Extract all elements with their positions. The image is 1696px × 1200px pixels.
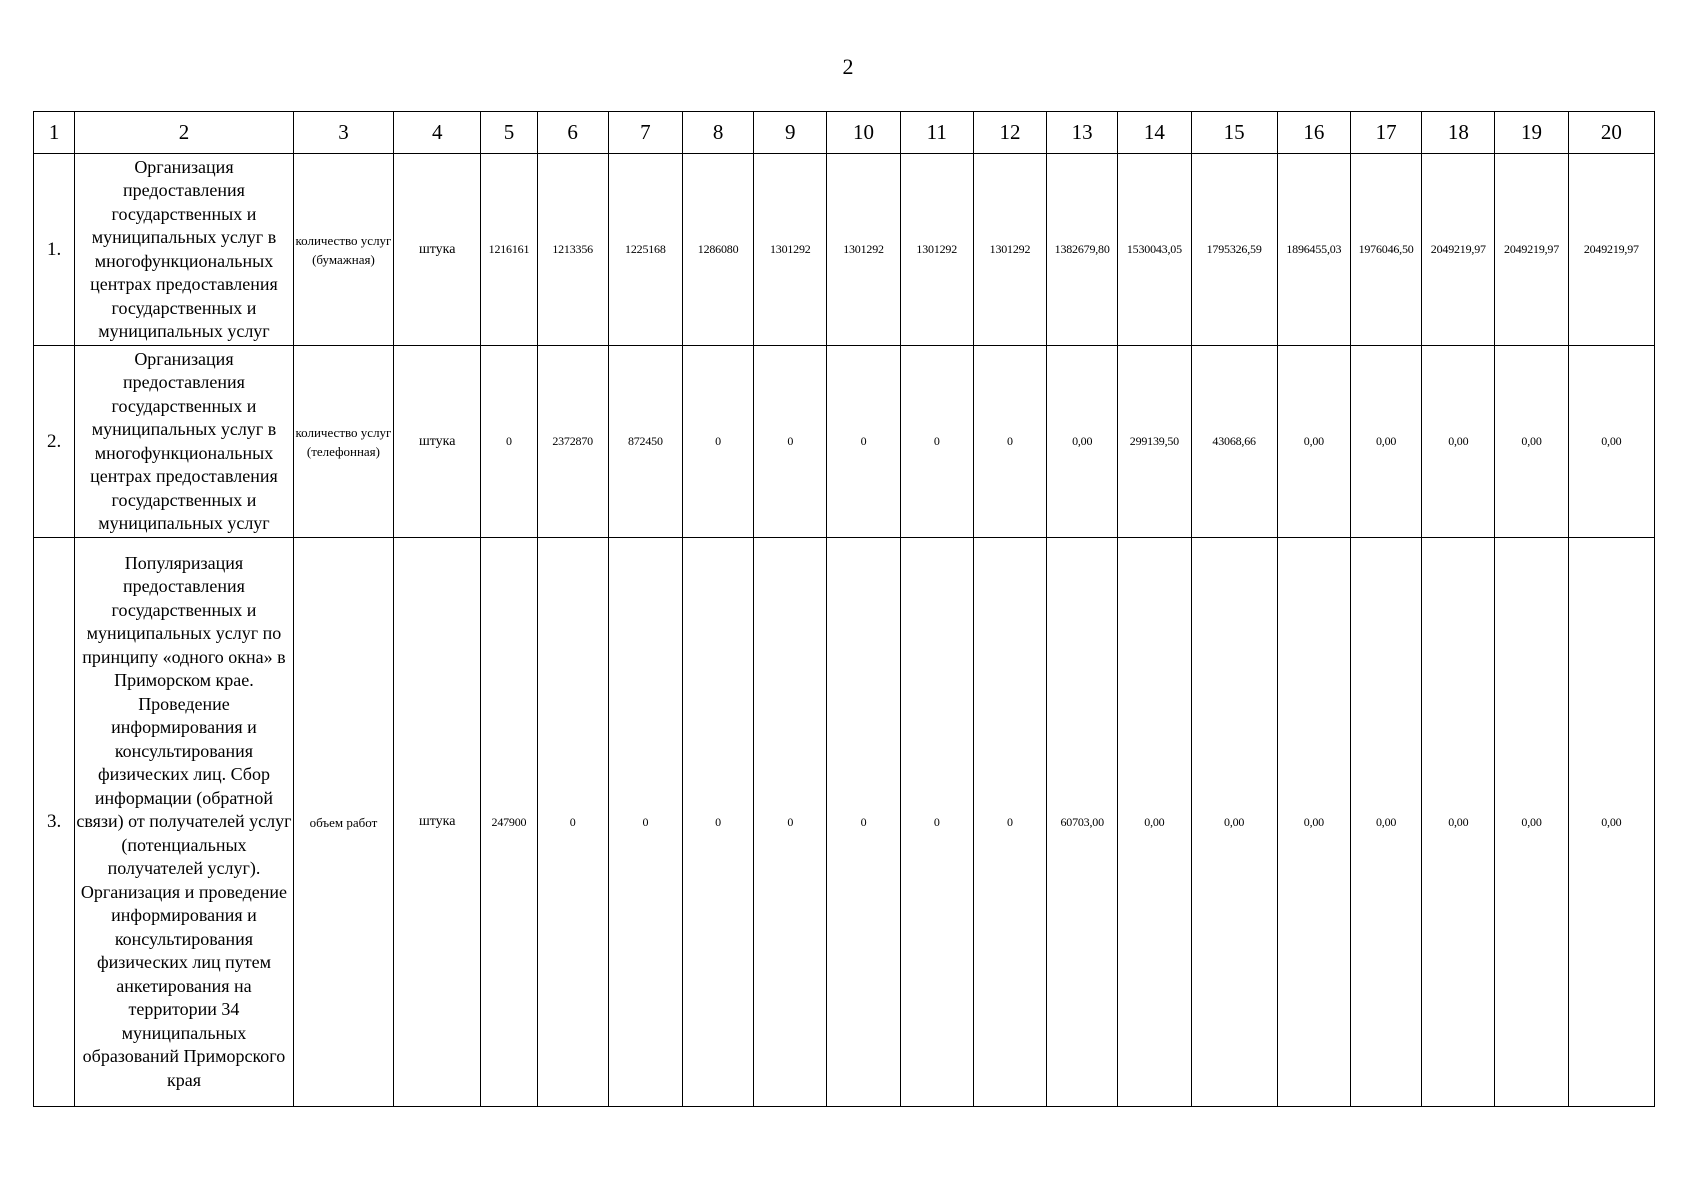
value-cell: 2049219,97 xyxy=(1422,154,1495,346)
value-cell: 247900 xyxy=(481,538,537,1107)
value-cell: 1795326,59 xyxy=(1191,154,1277,346)
value-cell: 0 xyxy=(754,346,827,538)
column-header: 12 xyxy=(973,112,1046,154)
value-cell: 0 xyxy=(900,538,973,1107)
table-row xyxy=(34,538,1655,1107)
column-header: 3 xyxy=(293,112,393,154)
row-description: Организация предоставления государственных и муниципальных услуг в многофункциональных центрах предоставления государственных и муниципальных услуг xyxy=(75,154,294,346)
column-header: 10 xyxy=(827,112,900,154)
page-number: 2 xyxy=(842,54,854,79)
column-header: 13 xyxy=(1047,112,1118,154)
value-cell: 0 xyxy=(481,346,537,538)
value-cell: 0,00 xyxy=(1422,538,1495,1107)
column-header: 19 xyxy=(1495,112,1568,154)
column-header: 9 xyxy=(754,112,827,154)
value-cell: 0 xyxy=(973,346,1046,538)
value-cell: 1301292 xyxy=(973,154,1046,346)
value-cell: 0,00 xyxy=(1118,538,1191,1107)
row-description: Организация предоставления государственных и муниципальных услуг в многофункциональных центрах предоставления государственных и муниципальных услуг xyxy=(75,346,294,538)
column-header: 2 xyxy=(75,112,294,154)
column-header: 18 xyxy=(1422,112,1495,154)
value-cell: 0,00 xyxy=(1350,346,1421,538)
value-cell: 0,00 xyxy=(1047,346,1118,538)
row-number: 2. xyxy=(34,346,75,538)
column-header: 17 xyxy=(1350,112,1421,154)
value-cell: 1216161 xyxy=(481,154,537,346)
value-cell: 0 xyxy=(900,346,973,538)
column-header: 5 xyxy=(481,112,537,154)
column-header: 1 xyxy=(34,112,75,154)
value-cell: 0,00 xyxy=(1495,538,1568,1107)
row-unit: штука xyxy=(394,538,481,1107)
table-row xyxy=(34,346,1655,538)
column-header: 16 xyxy=(1277,112,1350,154)
value-cell: 0,00 xyxy=(1191,538,1277,1107)
row-indicator: количество услуг (бумажная) xyxy=(293,154,393,346)
value-cell: 0 xyxy=(827,538,900,1107)
value-cell: 2372870 xyxy=(537,346,608,538)
data-table xyxy=(33,111,1655,1107)
value-cell: 0,00 xyxy=(1568,538,1654,1107)
column-header: 20 xyxy=(1568,112,1654,154)
value-cell: 0 xyxy=(682,346,753,538)
value-cell: 0,00 xyxy=(1495,346,1568,538)
value-cell: 0,00 xyxy=(1422,346,1495,538)
value-cell: 1286080 xyxy=(682,154,753,346)
column-header: 14 xyxy=(1118,112,1191,154)
row-description: Популяризация предоставления государственных и муниципальных услуг по принципу «одного окна» в Приморском крае. Проведение информирования и консультирования физических лиц. Сбор информации (обратной связи) от получателей услуг (потенциальных получателей услуг). Организация и проведение информирования и консультирования физических лиц путем анкетирования на территории 34 муниципальных образований Приморского края xyxy=(75,538,294,1107)
value-cell: 0,00 xyxy=(1350,538,1421,1107)
row-unit: штука xyxy=(394,346,481,538)
value-cell: 1301292 xyxy=(827,154,900,346)
value-cell: 1213356 xyxy=(537,154,608,346)
value-cell: 1896455,03 xyxy=(1277,154,1350,346)
value-cell: 1530043,05 xyxy=(1118,154,1191,346)
row-unit: штука xyxy=(394,154,481,346)
row-indicator: объем работ xyxy=(293,538,393,1107)
column-header: 15 xyxy=(1191,112,1277,154)
value-cell: 1301292 xyxy=(900,154,973,346)
value-cell: 60703,00 xyxy=(1047,538,1118,1107)
column-header: 11 xyxy=(900,112,973,154)
value-cell: 1976046,50 xyxy=(1350,154,1421,346)
column-header: 4 xyxy=(394,112,481,154)
column-header: 7 xyxy=(608,112,682,154)
value-cell: 1382679,80 xyxy=(1047,154,1118,346)
value-cell: 43068,66 xyxy=(1191,346,1277,538)
value-cell: 2049219,97 xyxy=(1495,154,1568,346)
value-cell: 0,00 xyxy=(1277,538,1350,1107)
column-header: 6 xyxy=(537,112,608,154)
header-row xyxy=(34,112,1655,154)
value-cell: 299139,50 xyxy=(1118,346,1191,538)
value-cell: 0 xyxy=(973,538,1046,1107)
column-header: 8 xyxy=(682,112,753,154)
value-cell: 0,00 xyxy=(1568,346,1654,538)
row-indicator: количество услуг (телефонная) xyxy=(293,346,393,538)
value-cell: 1225168 xyxy=(608,154,682,346)
value-cell: 872450 xyxy=(608,346,682,538)
value-cell: 0 xyxy=(754,538,827,1107)
value-cell: 0 xyxy=(537,538,608,1107)
value-cell: 0 xyxy=(682,538,753,1107)
value-cell: 1301292 xyxy=(754,154,827,346)
row-number: 3. xyxy=(34,538,75,1107)
row-number: 1. xyxy=(34,154,75,346)
value-cell: 0,00 xyxy=(1277,346,1350,538)
table-row xyxy=(34,154,1655,346)
value-cell: 2049219,97 xyxy=(1568,154,1654,346)
value-cell: 0 xyxy=(827,346,900,538)
value-cell: 0 xyxy=(608,538,682,1107)
